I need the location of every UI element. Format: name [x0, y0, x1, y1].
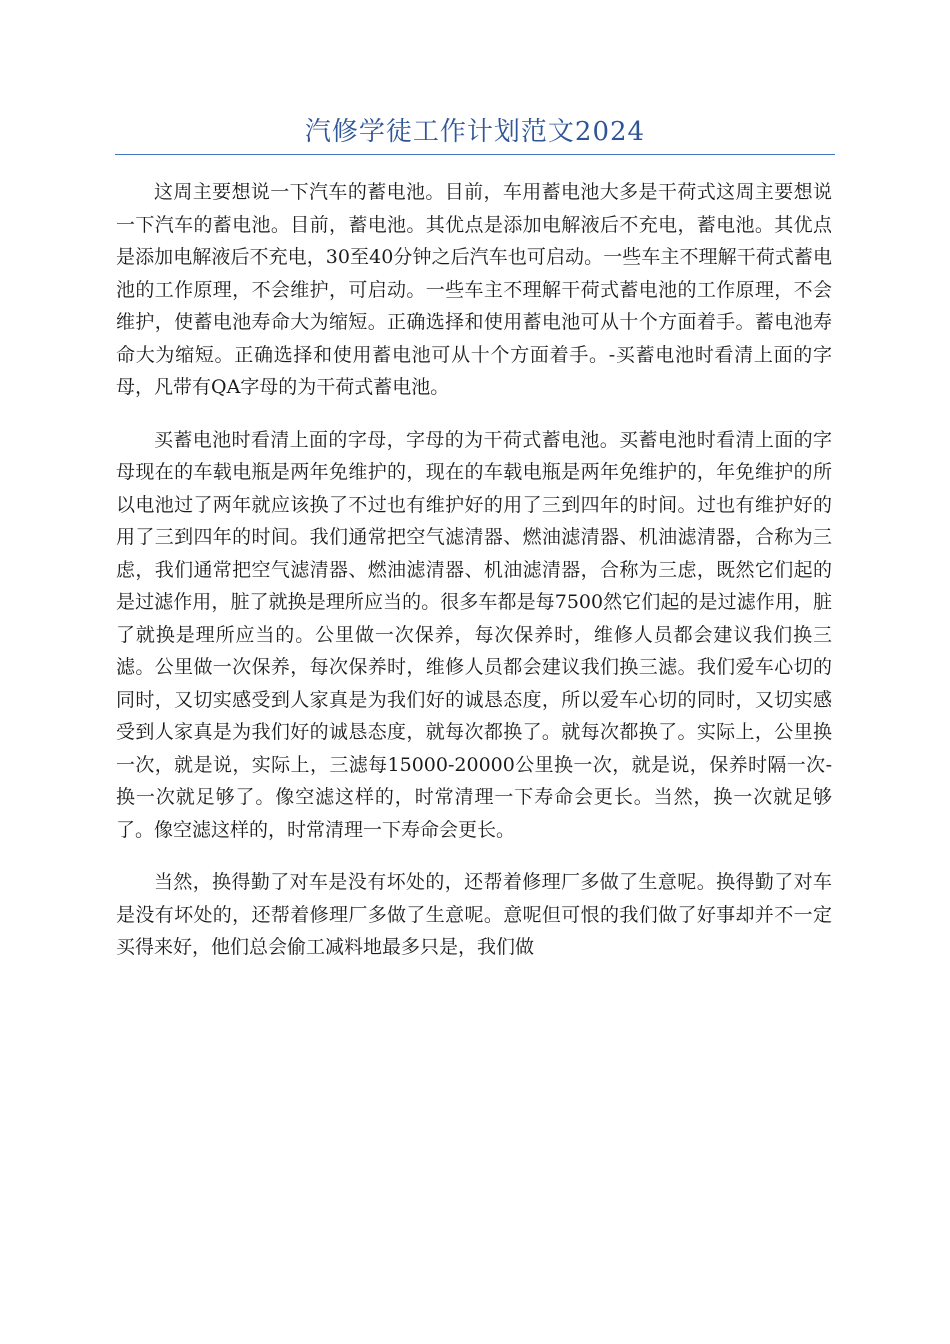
document-body [116, 176, 832, 984]
body-paragraph: 当然，换得勤了对车是没有坏处的，还帮着修理厂多做了生意呢。换得勤了对车是没有坏处的，还帮着修理厂多做了生意呢。意呢但可恨的我们做了好事却并不一定买得来好，他们总会偷工减料地最多只是，我们做 [116, 871, 832, 958]
title-underline [115, 154, 835, 155]
body-paragraph: 买蓄电池时看清上面的字母，字母的为干荷式蓄电池。买蓄电池时看清上面的字母现在的车载电瓶是两年免维护的，现在的车载电瓶是两年免维护的，年免维护的所以电池过了两年就应该换了不过也有维护好的用了三到四年的时间。过也有维护好的用了三到四年的时间。我们通常把空气滤清器、燃油滤清器、机油滤清器，合称为三虑，我们通常把空气滤清器、燃油滤清器、机油滤清器，合称为三虑，既然它们起的是过滤作用，脏了就换是理所应当的。很多车都是每7500然它们起的是过滤作用，脏了就换是理所应当的。公里做一次保养，每次保养时，维修人员都会建议我们换三滤。公里做一次保养，每次保养时，维修人员都会建议我们换三滤。我们爱车心切的同时，又切实感受到人家真是为我们好的诚恳态度，所以爱车心切的同时，又切实感受到人家真是为我们好的诚恳态度，就每次都换了。就每次都换了。实际上，公里换一次，就是说，实际上，三滤每15000-20000公里换一次，就是说，保养时隔一次-换一次就足够了。像空滤这样的，时常清理一下寿命会更长。当然，换一次就足够了。像空滤这样的，时常清理一下寿命会更长。 [116, 428, 832, 841]
document-title: 汽修学徒工作计划范文2024 [304, 117, 646, 147]
body-paragraph: 这周主要想说一下汽车的蓄电池。目前，车用蓄电池大多是干荷式这周主要想说一下汽车的蓄电池。目前，蓄电池。其优点是添加电解液后不充电，蓄电池。其优点是添加电解液后不充电，30至40分钟之后汽车也可启动。一些车主不理解干荷式蓄电池的工作原理，不会维护，可启动。一些车主不理解干荷式蓄电池的工作原理，不会维护，使蓄电池寿命大为缩短。正确选择和使用蓄电池可从十个方面着手。蓄电池寿命大为缩短。正确选择和使用蓄电池可从十个方面着手。-买蓄电池时看清上面的字母，凡带有QA字母的为干荷式蓄电池。 [116, 181, 832, 398]
